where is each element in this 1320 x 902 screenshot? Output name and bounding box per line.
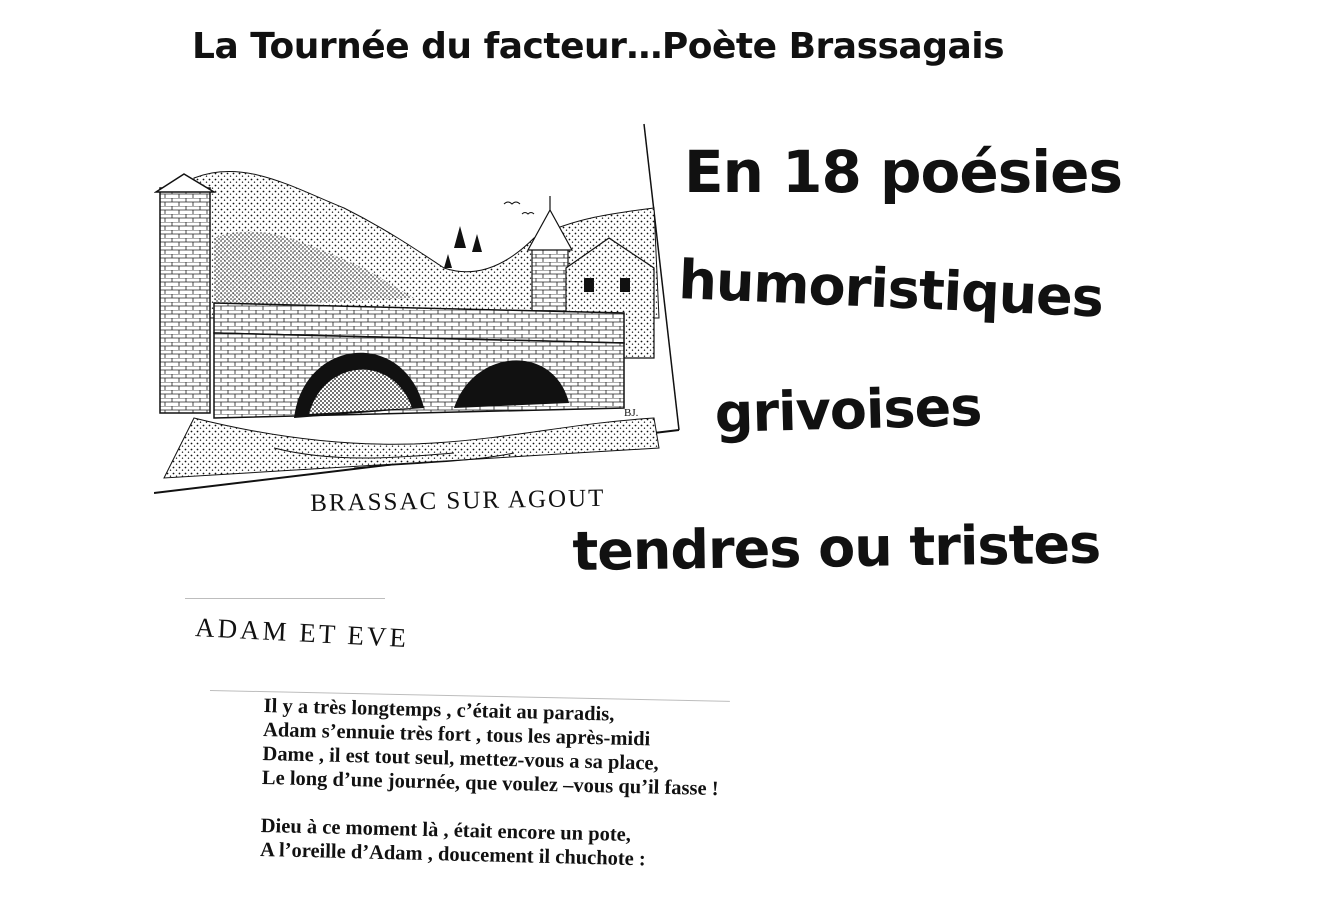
- poem-line: Le long d’une journée, que voulez –vous qu’il fasse !: [261, 766, 719, 801]
- poem-line: Dieu à ce moment là , était encore un pote,: [260, 814, 632, 847]
- poem-line: Dame , il est tout seul, mettez-vous a sa place,: [262, 742, 659, 775]
- headline-line-4: tendres ou tristes: [572, 512, 1101, 583]
- document-title: La Tournée du facteur…Poète Brassagais: [192, 26, 1005, 67]
- poem-line: Il y a très longtemps , c’était au paradis,: [263, 694, 615, 726]
- poem-title: ADAM ET EVE: [194, 612, 410, 654]
- scan-edge-line: [185, 598, 385, 599]
- poem-line: Adam s’ennuie très fort , tous les après-midi: [262, 718, 651, 751]
- illustration-caption: BRASSAC SUR AGOUT: [310, 484, 606, 517]
- headline-line-3: grivoises: [714, 375, 983, 445]
- illustration-signature: BJ.: [624, 407, 639, 419]
- headline-line-1: En 18 poésies: [684, 138, 1122, 206]
- bridge-drawing: [154, 118, 684, 503]
- headline-line-2: humoristiques: [677, 248, 1105, 330]
- poem-stanza: [260, 814, 718, 873]
- bridge-illustration: [154, 118, 684, 503]
- poem-stanza: [262, 694, 721, 801]
- poem-line: A l’oreille d’Adam , doucement il chuchote :: [259, 838, 647, 871]
- poem-text: [259, 694, 720, 897]
